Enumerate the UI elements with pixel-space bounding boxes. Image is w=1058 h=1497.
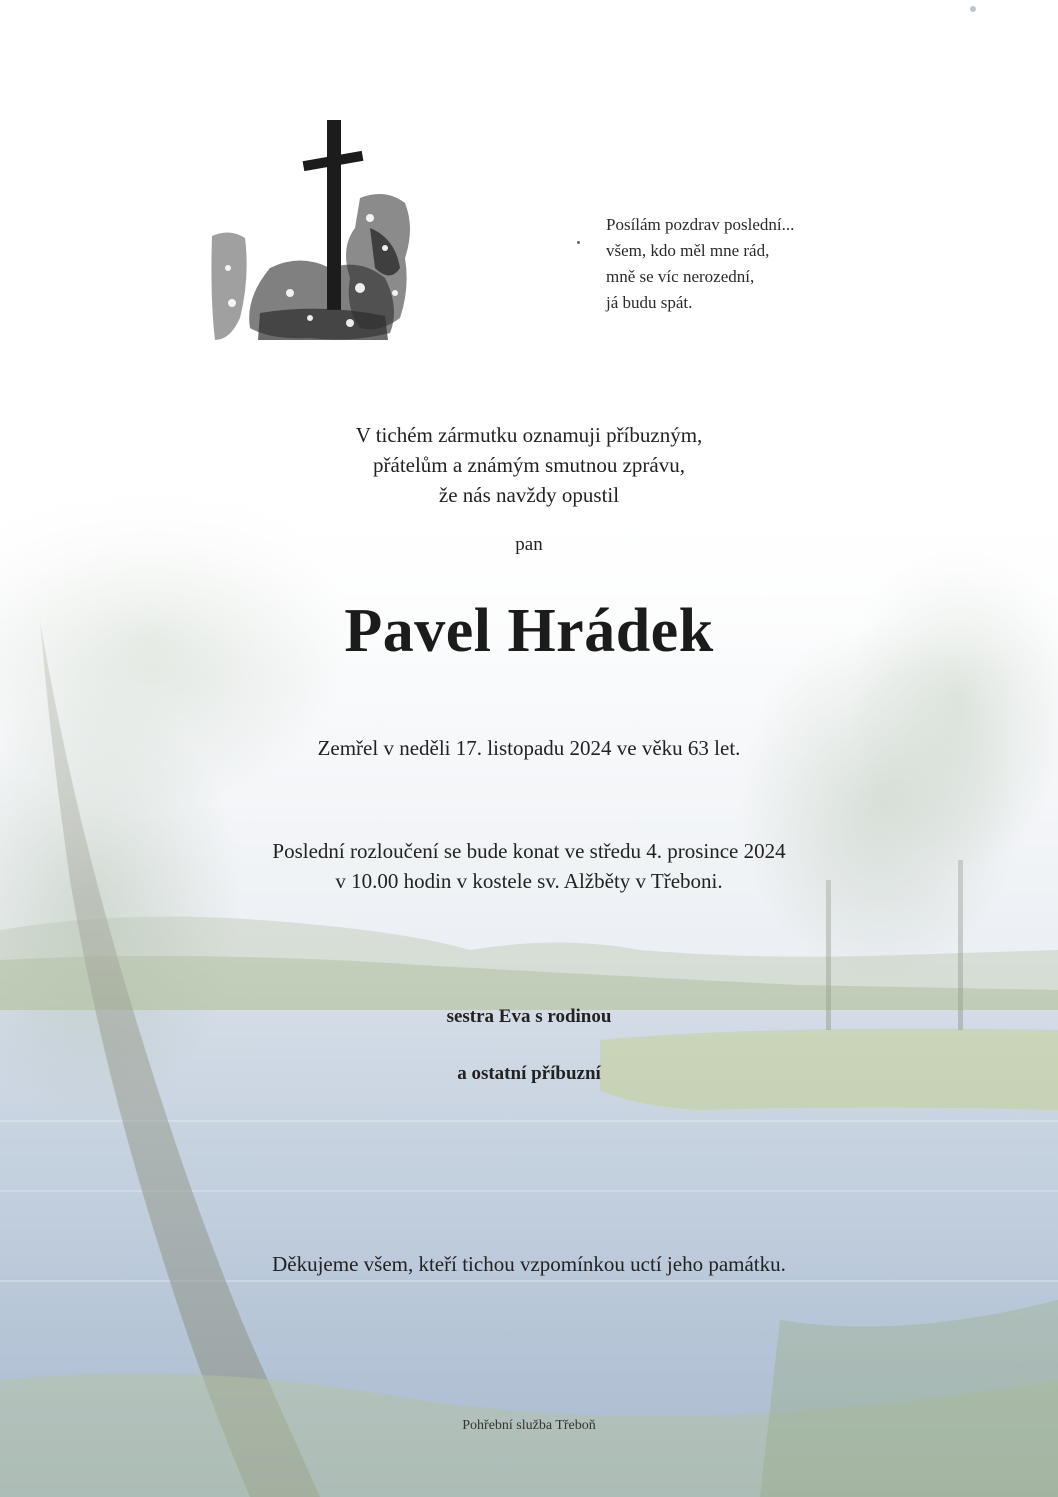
thanks-note: Děkujeme všem, kteří tichou vzpomínkou uctí jeho památku.: [272, 1252, 786, 1276]
funeral-service-name: Pohřební služba Třeboň: [462, 1418, 596, 1433]
mourners-family: sestra Eva s rodinou: [446, 1006, 612, 1027]
announcement-intro: [0, 420, 1058, 510]
intro-line: přátelům a známým smutnou zprávu,: [373, 453, 685, 477]
scan-speck: [970, 6, 976, 12]
intro-line: že nás navždy opustil: [438, 483, 620, 507]
deceased-name: Pavel Hrádek: [344, 597, 714, 665]
poem-line: Posílám pozdrav poslední...: [606, 215, 795, 234]
poem-line: všem, kdo měl mne rád,: [606, 241, 770, 260]
death-notice: Zemřel v neděli 17. listopadu 2024 ve věku 63 let.: [317, 736, 741, 760]
funeral-line: v 10.00 hodin v kostele sv. Alžběty v Třeboni.: [335, 869, 723, 893]
funeral-details: [0, 836, 1058, 896]
mourners-relatives: a ostatní příbuzní: [457, 1063, 601, 1084]
title-prefix: pan: [515, 534, 543, 555]
poem-line: mně se víc nerozední,: [606, 267, 755, 286]
poem-line: já budu spát.: [606, 293, 693, 312]
poem: [606, 212, 906, 316]
scan-dot: [577, 241, 580, 244]
cross-image: [210, 118, 420, 346]
funeral-line: Poslední rozloučení se bude konat ve středu 4. prosince 2024: [272, 839, 786, 863]
intro-line: V tichém zármutku oznamuji příbuzným,: [355, 423, 703, 447]
